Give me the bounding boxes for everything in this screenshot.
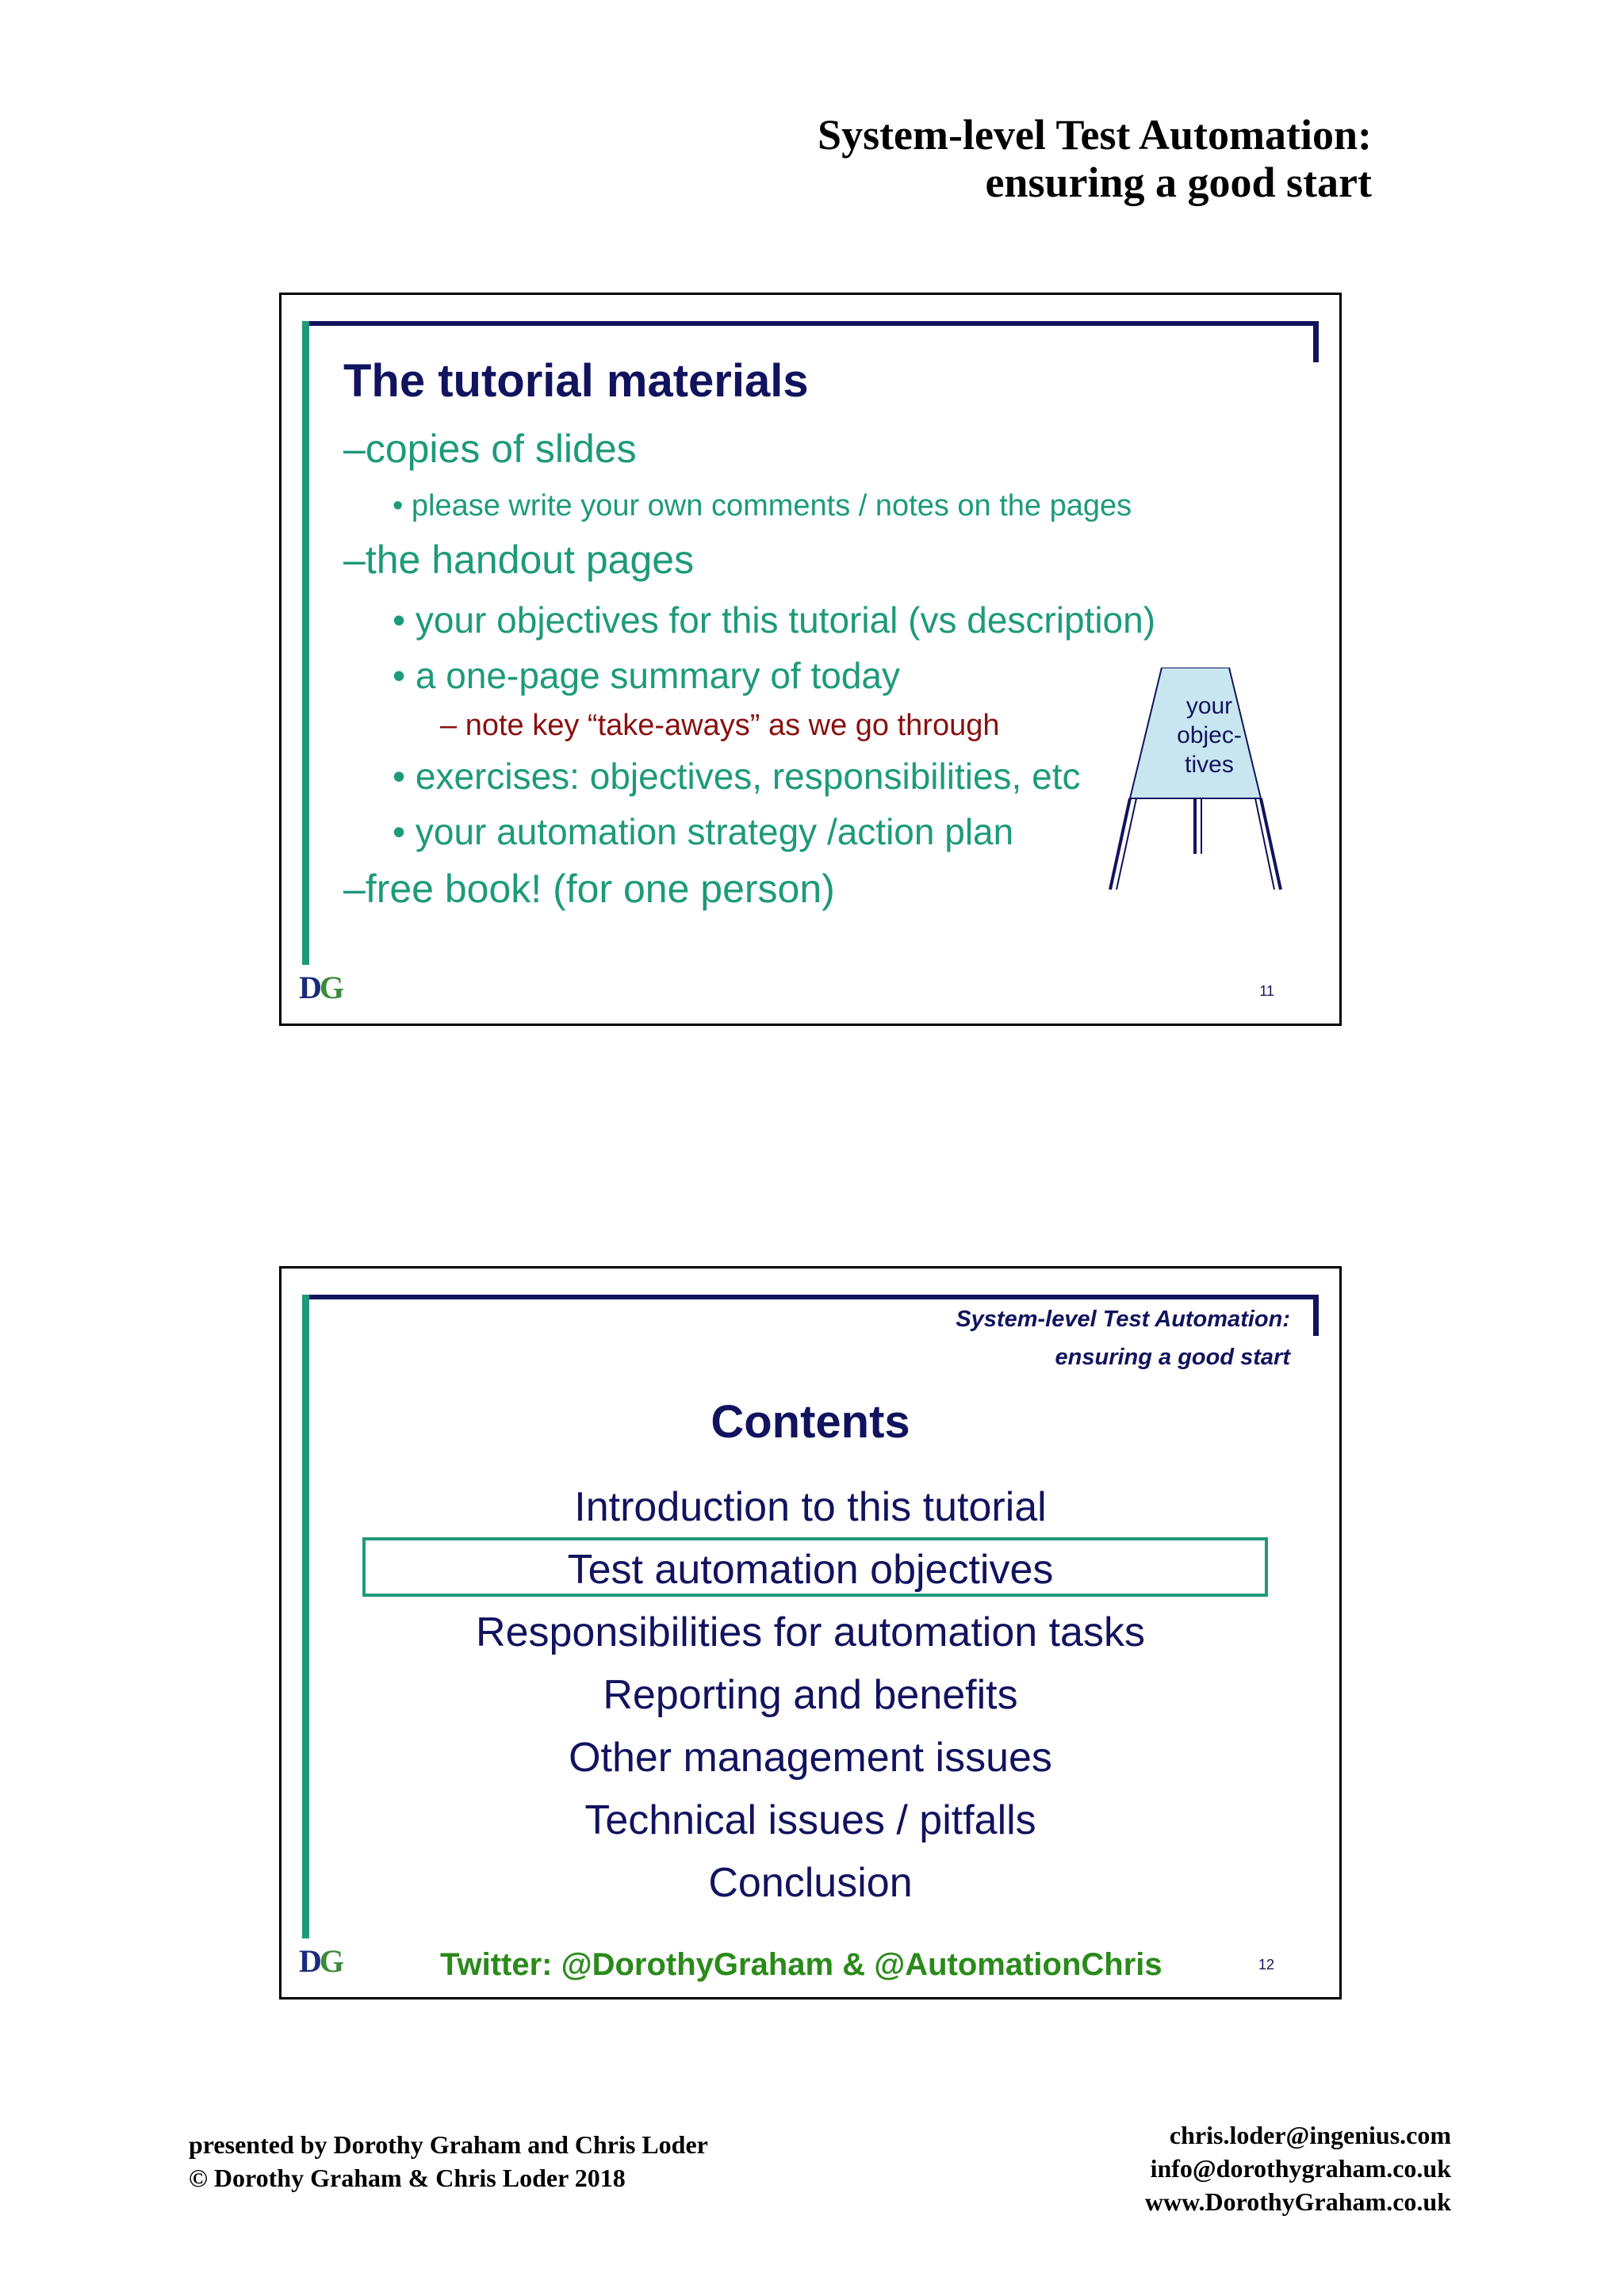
- flipchart-icon: [1106, 668, 1312, 905]
- bullet-marker: •: [393, 811, 406, 852]
- contents-item: Introduction to this tutorial: [574, 1484, 1047, 1530]
- list-item-text: copies of slides: [365, 427, 637, 471]
- bullet-marker: •: [393, 756, 406, 797]
- list-item-text: your objectives for this tutorial (vs description): [415, 599, 1156, 641]
- list-item: [393, 599, 1155, 641]
- list-item-text: note key “take-aways” as we go through: [465, 709, 1000, 742]
- slide-header-line-1: System-level Test Automation:: [956, 1307, 1290, 1332]
- flipchart-line: your: [1185, 693, 1233, 719]
- flipchart-line: objec-: [1177, 722, 1242, 748]
- logo-letter-d: D: [299, 970, 320, 1005]
- dash-marker: –: [343, 867, 366, 911]
- footer-contacts: [1145, 2118, 1451, 2218]
- page-title-line-1: System-level Test Automation:: [818, 111, 1372, 159]
- bullet-marker: •: [393, 655, 406, 696]
- flipchart-text: [1154, 691, 1265, 779]
- list-item: [393, 810, 1013, 853]
- list-item: [393, 755, 1080, 798]
- slide-top-border: [302, 321, 1319, 326]
- dg-logo: [299, 969, 342, 1006]
- list-item-text: a one-page summary of today: [415, 655, 901, 696]
- contents-list: [282, 1476, 1339, 1915]
- bullet-marker: •: [393, 489, 404, 522]
- logo-letter-d: D: [299, 1943, 320, 1979]
- slide-corner-tick: [1313, 1295, 1319, 1336]
- dash-marker: –: [343, 427, 366, 471]
- slide-left-border: [302, 321, 309, 965]
- list-item: [393, 654, 900, 697]
- footer-website: www.DorothyGraham.co.uk: [1144, 2187, 1451, 2216]
- logo-letter-g: G: [319, 970, 343, 1005]
- page-title-line-2: ensuring a good start: [985, 159, 1372, 206]
- page-title: [818, 111, 1372, 206]
- slide-title: Contents: [710, 1396, 910, 1448]
- list-item: [393, 489, 1132, 523]
- slide-header-line-2: ensuring a good start: [1055, 1345, 1290, 1370]
- contents-item: Technical issues / pitfalls: [584, 1797, 1036, 1843]
- bullet-marker: •: [393, 599, 406, 641]
- slide-corner-tick: [1313, 321, 1319, 362]
- slide-title: The tutorial materials: [343, 355, 809, 407]
- list-item-text: the handout pages: [365, 538, 695, 582]
- slide-top-border: [302, 1295, 1319, 1299]
- logo-letter-g: G: [319, 1943, 343, 1979]
- slide-contents: [279, 1266, 1342, 1999]
- slide-header: [956, 1300, 1290, 1376]
- footer-presenters: presented by Dorothy Graham and Chris Loder: [189, 2130, 708, 2159]
- twitter-handles: Twitter: @DorothyGraham & @AutomationChris: [440, 1947, 1162, 1982]
- slide-number: 12: [1258, 1957, 1274, 1973]
- slide-tutorial-materials: [279, 293, 1342, 1026]
- footer-copyright: © Dorothy Graham & Chris Loder 2018: [189, 2164, 626, 2192]
- footer-email-chris: chris.loder@ingenius.com: [1169, 2121, 1451, 2149]
- contents-item: Other management issues: [569, 1735, 1052, 1781]
- dash-marker: –: [440, 709, 458, 742]
- contents-item-current: Test automation objectives: [567, 1547, 1054, 1593]
- footer-email-info: info@dorothygraham.co.uk: [1150, 2154, 1451, 2183]
- contents-item: Reporting and benefits: [603, 1672, 1018, 1718]
- flipchart-line: tives: [1185, 752, 1234, 778]
- contents-item: Responsibilities for automation tasks: [476, 1609, 1145, 1655]
- list-item: [343, 537, 694, 583]
- slide-number: 11: [1259, 983, 1274, 999]
- list-item-text: please write your own comments / notes on the pages: [411, 489, 1132, 522]
- list-item: [440, 709, 1000, 743]
- contents-item: Conclusion: [708, 1860, 913, 1906]
- list-item-text: free book! (for one person): [365, 867, 835, 911]
- list-item-text: your automation strategy /action plan: [415, 811, 1014, 852]
- list-item-text: exercises: objectives, responsibilities, etc: [415, 756, 1081, 797]
- dg-logo: [299, 1942, 342, 1980]
- list-item: [343, 426, 637, 472]
- footer-credits: [189, 2128, 708, 2195]
- dash-marker: –: [343, 538, 366, 582]
- list-item: [343, 866, 835, 912]
